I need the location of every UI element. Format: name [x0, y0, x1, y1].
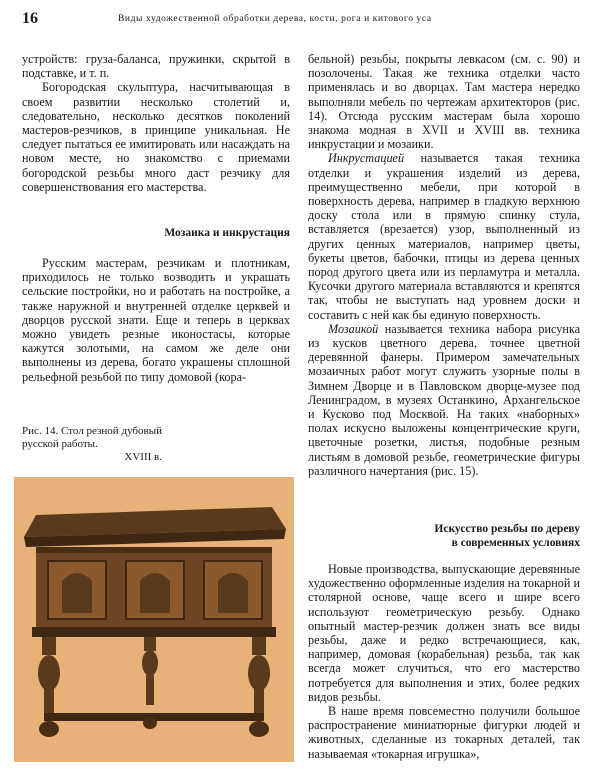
page-number: 16 [22, 10, 38, 27]
paragraph: Новые производства, выпускающие деревянные художественно оформленные изделия на токарной и столярной основе, чаще всего и шире всего используют геометрическую резьбу. Однако опытный мастер-резчик должен знать все виды резьбы, даже и редко встречающиеся, как, например, домовая (корабельная) резьба, так как всегда может случиться, что его мастерство потребуется для выполнения и этих, более редких видов резьбы. [308, 562, 580, 704]
right-column-block-2 [308, 562, 580, 761]
inlay-text: называется такая техника отделки и украшения изделий из дерева, преимущественно мебели, при которой в поверхность дерева, например в гладкую верхнюю доску стола или в прямую спинку стула, вставляется (врезается) узор, выполненный из других ценных материалов, например цветы, букеты цветов, бабочки, птицы из дерева ценных пород другого цвета или из перламутра и металла. Кусочки другого материала вставляются и крепятся так, чтобы не выступать над уровнем доски и составить с ней как бы единую поверхность. [308, 151, 580, 322]
section-heading-modern-carving [308, 522, 580, 550]
term-mosaic: Мозаикой [328, 321, 379, 336]
figure-caption [22, 425, 162, 464]
paragraph: В наше время повсеместно получили большое распространение миниатюрные фигурки людей и животных, сделанные из токарных деталей, так называемая «токарная игрушка», [308, 704, 580, 761]
running-title: Виды художественной обработки дерева, кости, рога и китового уса [118, 14, 432, 24]
paragraph: устройств: груза-баланса, пружинки, скрытой в подставке, и т. п. [22, 52, 290, 81]
carved-table-illustration [14, 477, 294, 762]
section-heading-mosaic: Мозаика и инкрустация [164, 227, 290, 239]
paragraph-mosaic [308, 322, 580, 478]
paragraph: Русским мастерам, резчикам и плотникам, приходилось не только возводить и украшать сельские постройки, но и работать на постройке, а также наружной и внутренней отделке церквей и дворцов русской знати. Еще и теперь в церквах можно увидеть резные иконостасы, которые кажутся золотыми, на самом же деле они выполнены из дерева, богато украшены сплошной рельефной резьбой по типу домовой (кора- [22, 256, 290, 384]
paragraph: Богородская скульптура, насчитывающая в своем развитии несколько столетий и, следовательно, несколько десятков поколений мастеров-резчиков, в принципе уникальная. Не следует пытаться ее имитировать или насаждать на новом месте, но знакомство с приемами богородской резьбы много даст резчику для совершенствования его мастерства. [22, 80, 290, 194]
paragraph-inlay [308, 151, 580, 321]
caption-date: XVIII в. [124, 451, 162, 463]
heading-line: в современных условиях [451, 537, 580, 549]
left-column-block-1 [22, 52, 290, 194]
term-inlay: Инкрустацией [328, 151, 405, 166]
caption-text: Рис. 14. Стол резной дубовый русской работы. [22, 425, 162, 450]
right-column-block-1 [308, 52, 580, 478]
left-column-block-2 [22, 256, 290, 384]
paragraph: бельной) резьбы, покрыты левкасом (см. с. 90) и позолочены. Такая же техника отделки часто применялась и во дворцах. Там мастера нередко выполняли мебель по чертежам архитекторов (рис. 14). Отсюда русским мастерам была хорошо знакома модная в XVII и XVIII вв. техника инкрустации и мозаики. [308, 52, 580, 152]
heading-line: Искусство резьбы по дереву [434, 523, 580, 535]
figure-carved-table [14, 477, 294, 762]
mosaic-text: называется техника набора рисунка из кусков цветного дерева, точнее цветной деревянной фанеры. Примером замечательных мозаичных работ могут служить узорные полы в Зимнем Дворце и в Павловском дворце-музее под Ленинградом, в музеях Останкино, Архангельское и Кусково под Москвой. На таких «наборных» полах искусно выложены концентрические круги, цветочные розетки, листья, подобные резным листьям в домовой резьбе, геометрические фигуры различного начертания (рис. 15). [308, 321, 580, 478]
